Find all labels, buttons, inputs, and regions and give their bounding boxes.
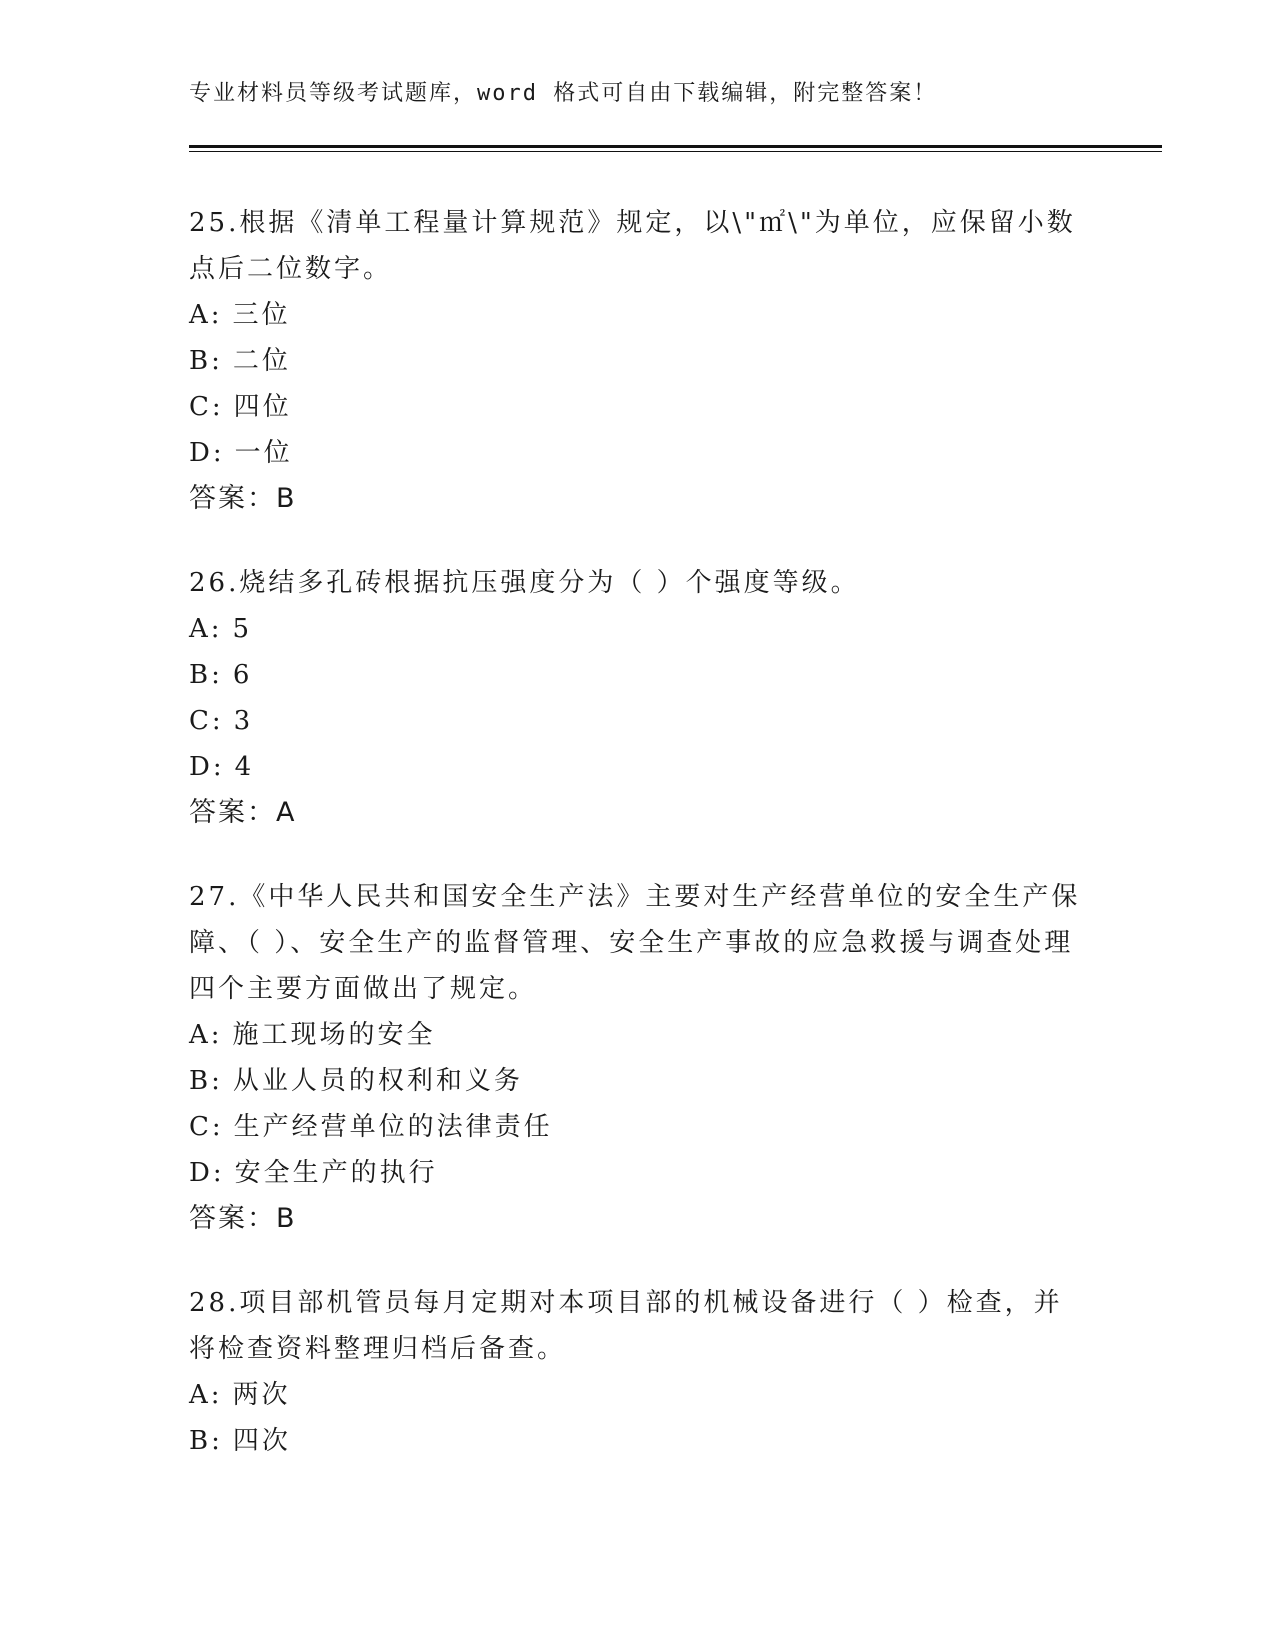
- question-list: [189, 200, 1089, 1502]
- question-27: [189, 874, 1089, 1242]
- question-26: [189, 560, 1089, 836]
- header-rule-thick: [189, 145, 1162, 148]
- option-text: 四次: [232, 1426, 291, 1456]
- option-c: [189, 698, 1089, 744]
- option-label: C:: [189, 1112, 224, 1142]
- option-label: B:: [189, 1426, 223, 1456]
- question-stem: 26.烧结多孔砖根据抗压强度分为（ ）个强度等级。: [189, 568, 860, 598]
- option-c: [189, 1104, 1089, 1150]
- option-text: 二位: [232, 346, 291, 376]
- header-rule-thin: [189, 151, 1162, 152]
- option-b: [189, 1418, 1089, 1464]
- option-label: B:: [189, 1066, 223, 1096]
- option-label: D:: [189, 752, 225, 782]
- option-a: [189, 1012, 1089, 1058]
- option-a: [189, 292, 1089, 338]
- question-25: [189, 200, 1089, 522]
- answer-line: 答案：B: [189, 1203, 297, 1234]
- page-header: 专业材料员等级考试题库，word 格式可自由下载编辑，附完整答案！: [189, 81, 938, 106]
- question-28: [189, 1280, 1089, 1464]
- option-a: [189, 606, 1089, 652]
- option-text: 3: [233, 706, 254, 736]
- option-text: 两次: [232, 1380, 291, 1410]
- option-label: D:: [189, 1158, 225, 1188]
- option-text: 6: [232, 660, 253, 690]
- question-stem: 27.《中华人民共和国安全生产法》主要对生产经营单位的安全生产保障、（ ）、安全生产的监督管理、安全生产事故的应急救援与调查处理四个主要方面做出了规定。: [189, 882, 1081, 1004]
- option-a: [189, 1372, 1089, 1418]
- option-text: 从业人员的权利和义务: [232, 1066, 523, 1096]
- answer-line: 答案：A: [189, 797, 297, 828]
- option-label: A:: [189, 614, 223, 644]
- option-label: D:: [189, 438, 225, 468]
- option-d: [189, 1150, 1089, 1196]
- option-d: [189, 744, 1089, 790]
- option-text: 四位: [233, 392, 292, 422]
- option-b: [189, 1058, 1089, 1104]
- option-c: [189, 384, 1089, 430]
- option-label: A:: [189, 1020, 223, 1050]
- option-text: 生产经营单位的法律责任: [233, 1112, 553, 1142]
- option-label: A:: [189, 1380, 223, 1410]
- option-text: 一位: [234, 438, 293, 468]
- option-text: 施工现场的安全: [232, 1020, 436, 1050]
- option-d: [189, 430, 1089, 476]
- option-b: [189, 338, 1089, 384]
- question-stem: 25.根据《清单工程量计算规范》规定，以\"㎡\"为单位，应保留小数点后二位数字。: [189, 208, 1076, 284]
- option-label: A:: [189, 300, 223, 330]
- option-text: 4: [234, 752, 255, 782]
- option-text: 安全生产的执行: [234, 1158, 438, 1188]
- answer-line: 答案：B: [189, 483, 297, 514]
- option-text: 5: [232, 614, 253, 644]
- option-text: 三位: [232, 300, 291, 330]
- option-label: B:: [189, 346, 223, 376]
- question-stem: 28.项目部机管员每月定期对本项目部的机械设备进行（ ）检查，并将检查资料整理归档后备查。: [189, 1288, 1063, 1364]
- option-b: [189, 652, 1089, 698]
- option-label: C:: [189, 392, 224, 422]
- option-label: B:: [189, 660, 223, 690]
- option-label: C:: [189, 706, 224, 736]
